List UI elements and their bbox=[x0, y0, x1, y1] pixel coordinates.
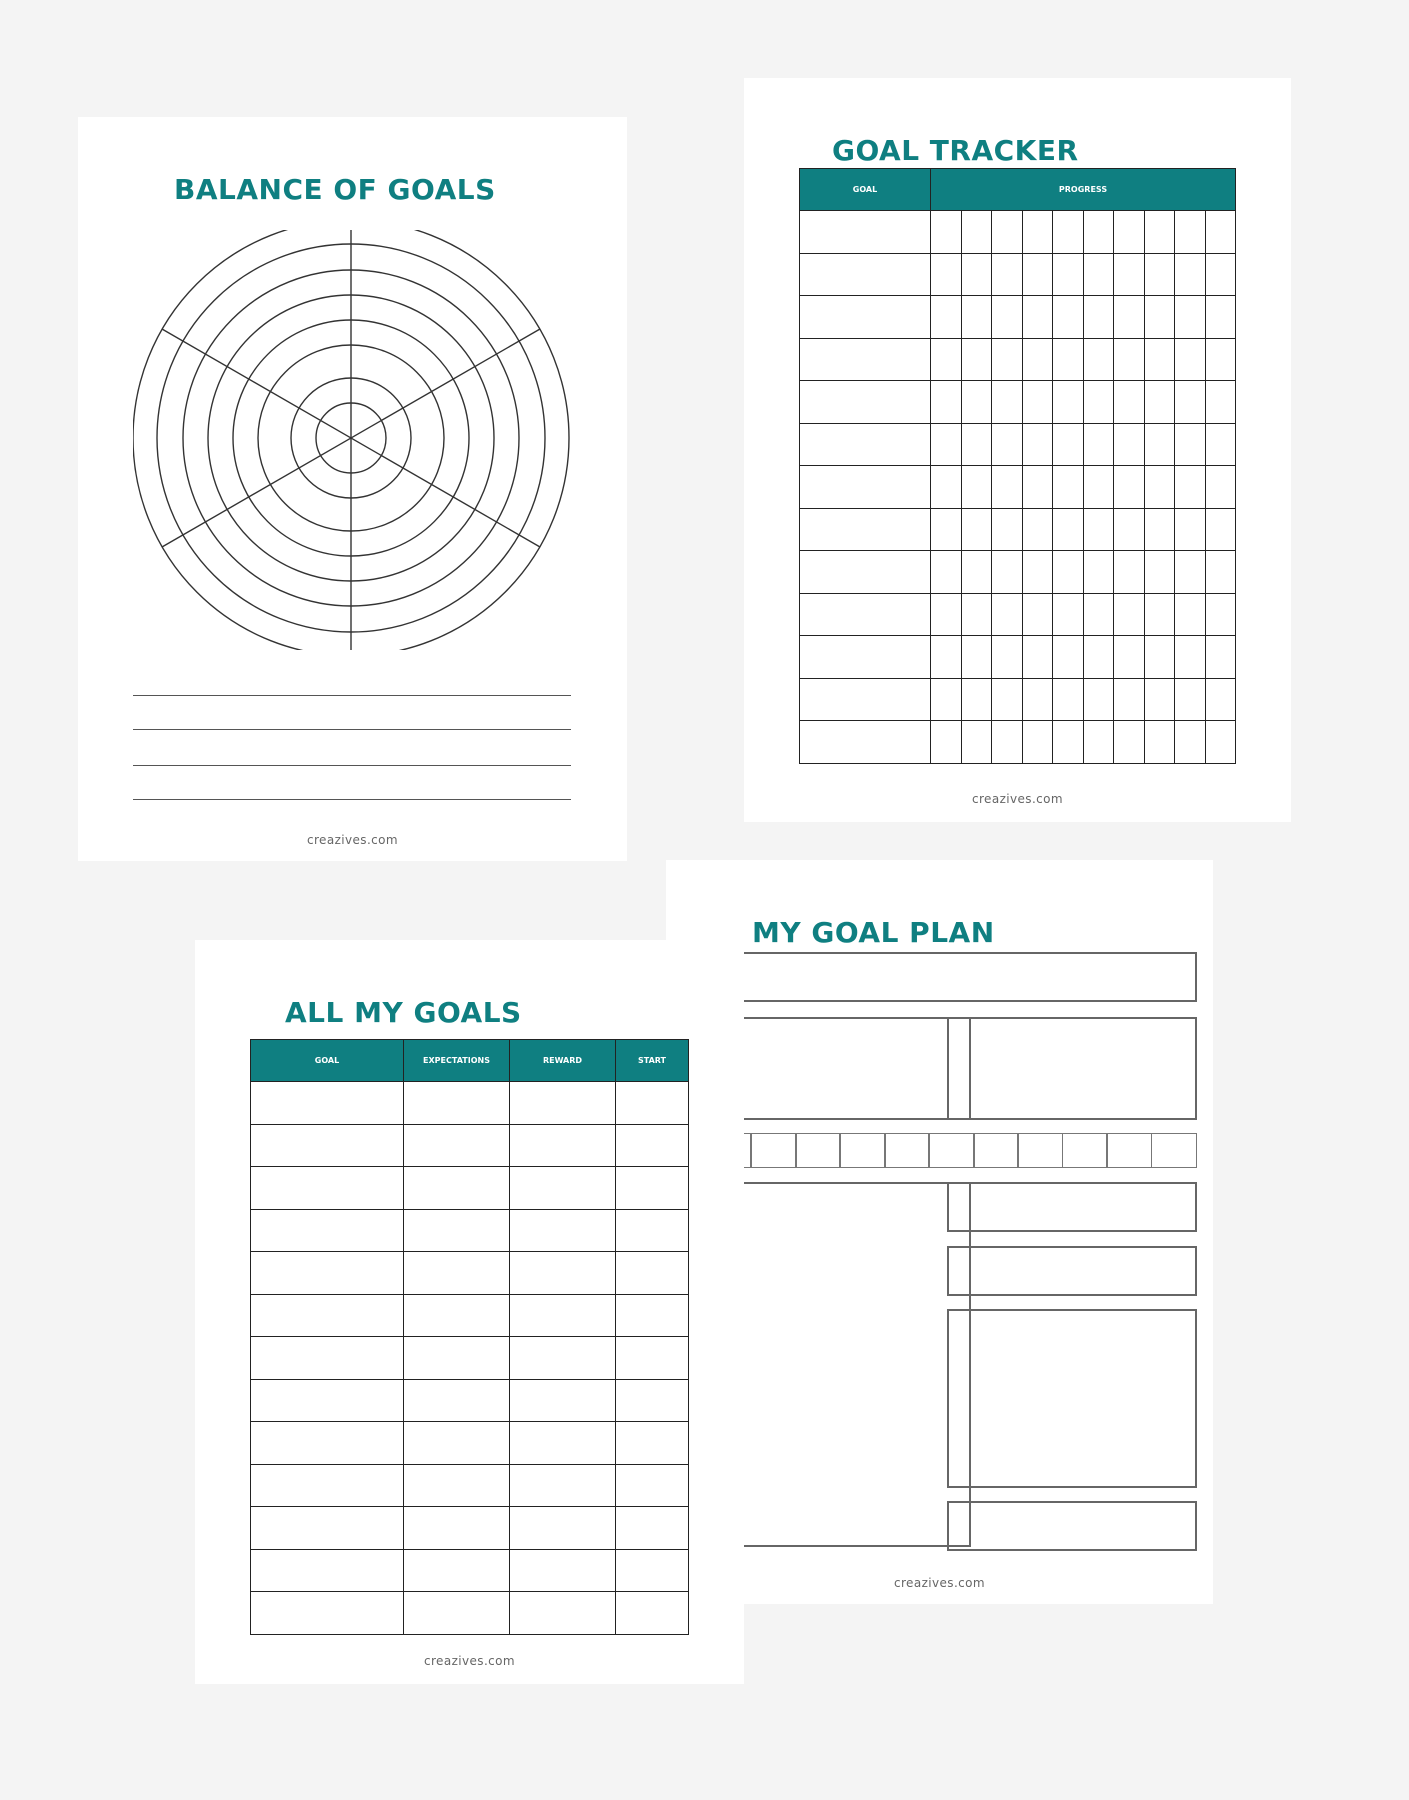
steps-row bbox=[706, 1133, 1197, 1168]
goal-rows bbox=[251, 1082, 689, 1635]
progress-cell[interactable] bbox=[1114, 381, 1145, 424]
progress-cell[interactable] bbox=[1083, 211, 1114, 254]
goal-table-cell[interactable] bbox=[404, 1549, 510, 1592]
progress-cell[interactable] bbox=[1053, 721, 1084, 764]
progress-cell[interactable] bbox=[961, 593, 992, 636]
note-line bbox=[133, 765, 571, 766]
goal-cell[interactable] bbox=[800, 593, 931, 636]
goal-cell[interactable] bbox=[800, 636, 931, 679]
progress-cell[interactable] bbox=[1114, 338, 1145, 381]
progress-cell[interactable] bbox=[1083, 381, 1114, 424]
goal-table-cell[interactable] bbox=[510, 1337, 616, 1380]
progress-cell[interactable] bbox=[1114, 551, 1145, 594]
progress-cell[interactable] bbox=[1175, 381, 1206, 424]
progress-cell[interactable] bbox=[1205, 721, 1236, 764]
goal-cell[interactable] bbox=[800, 508, 931, 551]
goal-cell[interactable] bbox=[800, 338, 931, 381]
table-row bbox=[251, 1592, 689, 1635]
progress-cell[interactable] bbox=[931, 636, 962, 679]
goal-table-cell[interactable] bbox=[251, 1464, 404, 1507]
goal-table-cell[interactable] bbox=[510, 1124, 616, 1167]
tracker-rows bbox=[800, 211, 1236, 764]
progress-cell[interactable] bbox=[1053, 253, 1084, 296]
progress-cell[interactable] bbox=[1022, 253, 1053, 296]
goal-cell[interactable] bbox=[800, 211, 931, 254]
progress-cell[interactable] bbox=[931, 721, 962, 764]
progress-cell[interactable] bbox=[992, 253, 1023, 296]
progress-cell[interactable] bbox=[1144, 381, 1175, 424]
progress-cell[interactable] bbox=[1083, 636, 1114, 679]
column-header: GOAL bbox=[251, 1040, 404, 1082]
progress-cell[interactable] bbox=[1175, 466, 1206, 509]
progress-cell[interactable] bbox=[1144, 423, 1175, 466]
progress-cell[interactable] bbox=[1144, 508, 1175, 551]
progress-cell[interactable] bbox=[992, 211, 1023, 254]
table-row bbox=[800, 636, 1236, 679]
progress-cell[interactable] bbox=[1053, 381, 1084, 424]
all-my-goals-table bbox=[250, 1039, 689, 1635]
goal-table-cell[interactable] bbox=[251, 1252, 404, 1295]
progress-cell[interactable] bbox=[931, 678, 962, 721]
page-footer: creazives.com bbox=[306, 833, 399, 847]
progress-cell[interactable] bbox=[1083, 466, 1114, 509]
goal-table-cell[interactable] bbox=[251, 1379, 404, 1422]
progress-cell[interactable] bbox=[992, 678, 1023, 721]
progress-cell[interactable] bbox=[1022, 551, 1053, 594]
progress-cell[interactable] bbox=[1053, 508, 1084, 551]
progress-cell[interactable] bbox=[961, 508, 992, 551]
progress-cell[interactable] bbox=[961, 338, 992, 381]
progress-cell[interactable] bbox=[1114, 508, 1145, 551]
progress-cell[interactable] bbox=[1144, 211, 1175, 254]
progress-cell[interactable] bbox=[1205, 508, 1236, 551]
progress-cell[interactable] bbox=[931, 381, 962, 424]
table-row bbox=[800, 253, 1236, 296]
step-box[interactable] bbox=[795, 1133, 841, 1168]
note-line bbox=[133, 799, 571, 800]
progress-cell[interactable] bbox=[931, 296, 962, 339]
progress-cell[interactable] bbox=[961, 253, 992, 296]
goal-cell[interactable] bbox=[800, 551, 931, 594]
goal-table-cell[interactable] bbox=[510, 1082, 616, 1125]
progress-cell[interactable] bbox=[961, 466, 992, 509]
progress-cell[interactable] bbox=[961, 423, 992, 466]
goal-table-cell[interactable] bbox=[251, 1167, 404, 1210]
progress-cell[interactable] bbox=[1083, 508, 1114, 551]
goal-box bbox=[706, 952, 1197, 1002]
goal-table-cell[interactable] bbox=[510, 1507, 616, 1550]
progress-cell[interactable] bbox=[1205, 551, 1236, 594]
progress-cell[interactable] bbox=[1022, 211, 1053, 254]
goal-table-cell[interactable] bbox=[510, 1422, 616, 1465]
progress-cell[interactable] bbox=[931, 423, 962, 466]
progress-cell[interactable] bbox=[1053, 211, 1084, 254]
goal-table-cell[interactable] bbox=[510, 1592, 616, 1635]
progress-cell[interactable] bbox=[1144, 636, 1175, 679]
progress-cell[interactable] bbox=[1114, 593, 1145, 636]
goal-table-cell[interactable] bbox=[616, 1294, 689, 1337]
table-row bbox=[800, 508, 1236, 551]
table-row bbox=[800, 678, 1236, 721]
progress-cell[interactable] bbox=[1114, 423, 1145, 466]
table-row bbox=[800, 381, 1236, 424]
progress-cell[interactable] bbox=[1022, 678, 1053, 721]
goal-cell[interactable] bbox=[800, 678, 931, 721]
progress-cell[interactable] bbox=[1205, 211, 1236, 254]
goal-table-cell[interactable] bbox=[251, 1209, 404, 1252]
goal-table-cell[interactable] bbox=[510, 1209, 616, 1252]
progress-cell[interactable] bbox=[1022, 338, 1053, 381]
progress-cell[interactable] bbox=[1205, 338, 1236, 381]
progress-cell[interactable] bbox=[1083, 253, 1114, 296]
progress-cell[interactable] bbox=[1022, 508, 1053, 551]
progress-cell[interactable] bbox=[961, 551, 992, 594]
goal-cell[interactable] bbox=[800, 721, 931, 764]
progress-cell[interactable] bbox=[1083, 678, 1114, 721]
table-row bbox=[251, 1337, 689, 1380]
balance-of-goals-page bbox=[78, 117, 627, 861]
progress-cell[interactable] bbox=[1205, 296, 1236, 339]
progress-cell[interactable] bbox=[1053, 678, 1084, 721]
progress-cell[interactable] bbox=[1175, 338, 1206, 381]
goal-table-cell[interactable] bbox=[251, 1124, 404, 1167]
progress-cell[interactable] bbox=[1114, 466, 1145, 509]
goal-table-cell[interactable] bbox=[404, 1167, 510, 1210]
progress-cell[interactable] bbox=[1175, 551, 1206, 594]
progress-cell[interactable] bbox=[992, 551, 1023, 594]
progress-cell[interactable] bbox=[1205, 253, 1236, 296]
goal-table-cell[interactable] bbox=[510, 1294, 616, 1337]
progress-cell[interactable] bbox=[931, 508, 962, 551]
column-header: EXPECTATIONS bbox=[404, 1040, 510, 1082]
progress-cell[interactable] bbox=[1175, 423, 1206, 466]
goal-cell[interactable] bbox=[800, 381, 931, 424]
table-row bbox=[800, 211, 1236, 254]
table-row bbox=[800, 296, 1236, 339]
progress-cell[interactable] bbox=[1175, 508, 1206, 551]
progress-cell[interactable] bbox=[1114, 721, 1145, 764]
goal-table-cell[interactable] bbox=[251, 1082, 404, 1125]
table-row bbox=[251, 1124, 689, 1167]
table-row bbox=[251, 1507, 689, 1550]
progress-cell[interactable] bbox=[1144, 593, 1175, 636]
progress-cell[interactable] bbox=[992, 721, 1023, 764]
table-row bbox=[800, 466, 1236, 509]
progress-cell[interactable] bbox=[1114, 253, 1145, 296]
action-plan-box bbox=[706, 1182, 971, 1547]
progress-cell[interactable] bbox=[1022, 593, 1053, 636]
goal-table-cell[interactable] bbox=[404, 1379, 510, 1422]
page-footer: creazives.com bbox=[423, 1654, 516, 1668]
progress-cell[interactable] bbox=[992, 381, 1023, 424]
progress-cell[interactable] bbox=[1205, 678, 1236, 721]
progress-cell[interactable] bbox=[1175, 211, 1206, 254]
progress-cell[interactable] bbox=[961, 381, 992, 424]
progress-cell[interactable] bbox=[1053, 338, 1084, 381]
why-box bbox=[706, 1017, 971, 1120]
progress-cell[interactable] bbox=[1022, 296, 1053, 339]
table-row bbox=[800, 423, 1236, 466]
goal-table-cell[interactable] bbox=[404, 1337, 510, 1380]
my-goal-plan-page bbox=[666, 860, 1213, 1604]
step-box[interactable] bbox=[1151, 1133, 1197, 1168]
progress-cell[interactable] bbox=[1144, 466, 1175, 509]
column-header: START bbox=[616, 1040, 689, 1082]
goal-cell[interactable] bbox=[800, 253, 931, 296]
goal-table-cell[interactable] bbox=[616, 1082, 689, 1125]
table-row bbox=[251, 1294, 689, 1337]
goal-table-cell[interactable] bbox=[404, 1124, 510, 1167]
goal-table-cell[interactable] bbox=[251, 1549, 404, 1592]
goal-table-cell[interactable] bbox=[404, 1464, 510, 1507]
table-row bbox=[800, 338, 1236, 381]
progress-cell[interactable] bbox=[1022, 381, 1053, 424]
goal-table-cell[interactable] bbox=[251, 1294, 404, 1337]
goal-table-cell[interactable] bbox=[616, 1337, 689, 1380]
progress-cell[interactable] bbox=[1083, 423, 1114, 466]
progress-cell[interactable] bbox=[1053, 593, 1084, 636]
goal-table-cell[interactable] bbox=[404, 1592, 510, 1635]
progress-cell[interactable] bbox=[1175, 636, 1206, 679]
goal-table-cell[interactable] bbox=[616, 1379, 689, 1422]
page-footer: creazives.com bbox=[971, 792, 1064, 806]
progress-cell[interactable] bbox=[931, 211, 962, 254]
progress-cell[interactable] bbox=[1022, 721, 1053, 764]
progress-cell[interactable] bbox=[992, 636, 1023, 679]
progress-cell[interactable] bbox=[992, 338, 1023, 381]
goal-table-cell[interactable] bbox=[251, 1507, 404, 1550]
progress-cell[interactable] bbox=[1053, 423, 1084, 466]
page-footer: creazives.com bbox=[893, 1576, 986, 1590]
goal-cell[interactable] bbox=[800, 296, 931, 339]
progress-cell[interactable] bbox=[1022, 466, 1053, 509]
progress-cell[interactable] bbox=[1175, 593, 1206, 636]
step-box[interactable] bbox=[750, 1133, 796, 1168]
deadline-box bbox=[947, 1182, 1197, 1232]
note-line bbox=[133, 729, 571, 730]
balance-wheel bbox=[133, 230, 573, 650]
progress-cell[interactable] bbox=[1175, 296, 1206, 339]
progress-cell[interactable] bbox=[1175, 253, 1206, 296]
progress-cell[interactable] bbox=[992, 423, 1023, 466]
reward-box bbox=[947, 1017, 1197, 1120]
progress-cell[interactable] bbox=[961, 296, 992, 339]
page-title: ALL MY GOALS bbox=[285, 996, 522, 1029]
progress-cell[interactable] bbox=[992, 508, 1023, 551]
goal-table-cell[interactable] bbox=[510, 1379, 616, 1422]
goal-table-cell[interactable] bbox=[616, 1464, 689, 1507]
progress-cell[interactable] bbox=[961, 721, 992, 764]
column-header: REWARD bbox=[510, 1040, 616, 1082]
all-my-goals-page bbox=[195, 940, 744, 1684]
progress-cell[interactable] bbox=[1053, 296, 1084, 339]
goal-table-cell[interactable] bbox=[616, 1124, 689, 1167]
progress-cell[interactable] bbox=[1144, 253, 1175, 296]
progress-cell[interactable] bbox=[1205, 466, 1236, 509]
goal-table-cell[interactable] bbox=[404, 1082, 510, 1125]
progress-cell[interactable] bbox=[1022, 423, 1053, 466]
goal-table-cell[interactable] bbox=[251, 1337, 404, 1380]
progress-cell[interactable] bbox=[1083, 338, 1114, 381]
table-row bbox=[800, 593, 1236, 636]
progress-cell[interactable] bbox=[1144, 296, 1175, 339]
goal-table-cell[interactable] bbox=[616, 1549, 689, 1592]
progress-cell[interactable] bbox=[1144, 551, 1175, 594]
progress-cell[interactable] bbox=[1083, 721, 1114, 764]
goal-table-cell[interactable] bbox=[616, 1167, 689, 1210]
progress-cell[interactable] bbox=[931, 551, 962, 594]
step-box[interactable] bbox=[884, 1133, 930, 1168]
table-row bbox=[251, 1209, 689, 1252]
progress-cell[interactable] bbox=[931, 253, 962, 296]
goal-table-cell[interactable] bbox=[510, 1167, 616, 1210]
goal-table-cell[interactable] bbox=[510, 1549, 616, 1592]
goal-table-cell[interactable] bbox=[251, 1422, 404, 1465]
progress-cell[interactable] bbox=[961, 636, 992, 679]
table-row bbox=[251, 1167, 689, 1210]
step-box[interactable] bbox=[839, 1133, 885, 1168]
page-title: BALANCE OF GOALS bbox=[174, 173, 496, 206]
table-row bbox=[251, 1464, 689, 1507]
progress-cell[interactable] bbox=[1144, 721, 1175, 764]
notes-box bbox=[947, 1309, 1197, 1488]
goal-table-cell[interactable] bbox=[616, 1507, 689, 1550]
step-box[interactable] bbox=[1062, 1133, 1108, 1168]
done-box bbox=[947, 1501, 1197, 1551]
step-box[interactable] bbox=[1106, 1133, 1152, 1168]
page-title: GOAL TRACKER bbox=[832, 134, 1079, 167]
progress-cell[interactable] bbox=[992, 466, 1023, 509]
progress-cell[interactable] bbox=[1022, 636, 1053, 679]
progress-cell[interactable] bbox=[1083, 296, 1114, 339]
progress-cell[interactable] bbox=[1114, 211, 1145, 254]
goal-table-cell[interactable] bbox=[251, 1592, 404, 1635]
progress-cell[interactable] bbox=[1114, 296, 1145, 339]
progress-cell[interactable] bbox=[931, 338, 962, 381]
progress-cell[interactable] bbox=[961, 211, 992, 254]
progress-cell[interactable] bbox=[1114, 678, 1145, 721]
goal-table-cell[interactable] bbox=[404, 1422, 510, 1465]
goal-table-cell[interactable] bbox=[616, 1252, 689, 1295]
goal-tracker-page bbox=[744, 78, 1291, 822]
goal-cell[interactable] bbox=[800, 423, 931, 466]
note-line bbox=[133, 695, 571, 696]
table-row bbox=[251, 1082, 689, 1125]
progress-cell[interactable] bbox=[1053, 466, 1084, 509]
table-row bbox=[800, 721, 1236, 764]
progress-cell[interactable] bbox=[1144, 678, 1175, 721]
step-box[interactable] bbox=[928, 1133, 974, 1168]
progress-cell[interactable] bbox=[931, 593, 962, 636]
column-header-progress: PROGRESS bbox=[931, 169, 1236, 211]
progress-cell[interactable] bbox=[1205, 381, 1236, 424]
goal-cell[interactable] bbox=[800, 466, 931, 509]
progress-cell[interactable] bbox=[1205, 593, 1236, 636]
table-row bbox=[251, 1549, 689, 1592]
column-header-goal: GOAL bbox=[800, 169, 931, 211]
progress-cell[interactable] bbox=[992, 593, 1023, 636]
progress-cell[interactable] bbox=[1175, 721, 1206, 764]
goal-table-cell[interactable] bbox=[616, 1209, 689, 1252]
step-box[interactable] bbox=[973, 1133, 1019, 1168]
progress-cell[interactable] bbox=[1083, 551, 1114, 594]
table-row bbox=[800, 551, 1236, 594]
table-row bbox=[251, 1379, 689, 1422]
table-row bbox=[251, 1252, 689, 1295]
goal-table-cell[interactable] bbox=[404, 1209, 510, 1252]
goal-table-cell[interactable] bbox=[510, 1464, 616, 1507]
table-row bbox=[251, 1422, 689, 1465]
progress-cell[interactable] bbox=[1205, 423, 1236, 466]
progress-cell[interactable] bbox=[1083, 593, 1114, 636]
progress-cell[interactable] bbox=[1053, 636, 1084, 679]
goal-table-cell[interactable] bbox=[404, 1294, 510, 1337]
progress-cell[interactable] bbox=[1175, 678, 1206, 721]
goal-table-cell[interactable] bbox=[510, 1252, 616, 1295]
goal-table-cell[interactable] bbox=[404, 1252, 510, 1295]
progress-cell[interactable] bbox=[1144, 338, 1175, 381]
progress-cell[interactable] bbox=[992, 296, 1023, 339]
page-title: MY GOAL PLAN bbox=[752, 916, 995, 949]
goal-table-cell[interactable] bbox=[616, 1592, 689, 1635]
progress-cell[interactable] bbox=[1053, 551, 1084, 594]
goal-tracker-table bbox=[799, 168, 1236, 764]
goal-table-cell[interactable] bbox=[404, 1507, 510, 1550]
start-box bbox=[947, 1246, 1197, 1296]
progress-cell[interactable] bbox=[1114, 636, 1145, 679]
progress-cell[interactable] bbox=[961, 678, 992, 721]
progress-cell[interactable] bbox=[1205, 636, 1236, 679]
step-box[interactable] bbox=[1017, 1133, 1063, 1168]
progress-cell[interactable] bbox=[931, 466, 962, 509]
goal-table-cell[interactable] bbox=[616, 1422, 689, 1465]
